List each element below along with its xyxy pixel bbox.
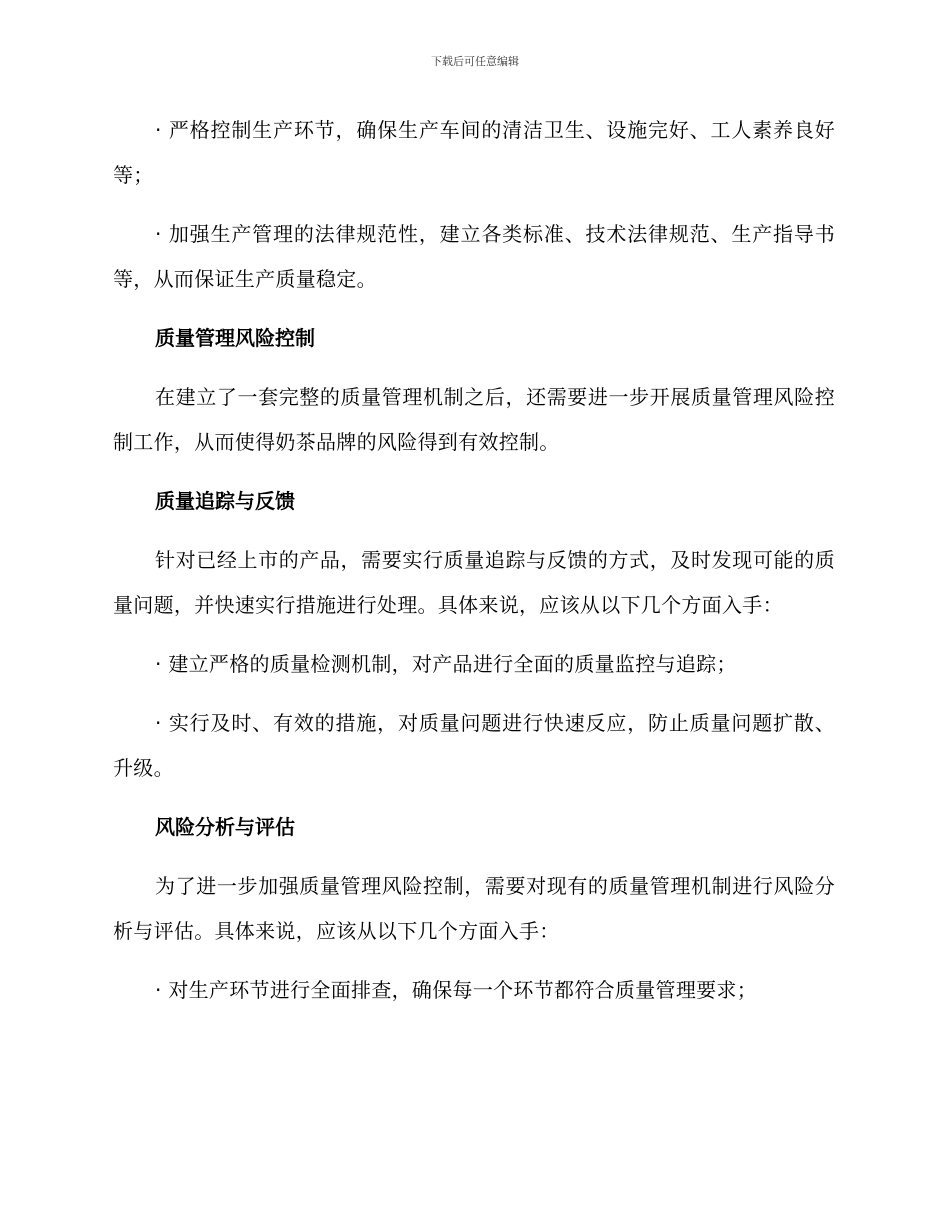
bullet-paragraph: · 建立严格的质量检测机制，对产品进行全面的质量监控与追踪； [155, 652, 737, 676]
page-header: 下载后可任意编辑 [431, 55, 519, 68]
body-paragraph: 在建立了一套完整的质量管理机制之后，还需要进一步开展质量管理风险控制工作，从而使得奶茶品牌的风险得到有效控制。 [113, 385, 835, 454]
section-heading: 风险分析与评估 [155, 815, 295, 839]
body-paragraph: 为了进一步加强质量管理风险控制，需要对现有的质量管理机制进行风险分析与评估。具体来说，应该从以下几个方面入手： [113, 874, 835, 943]
bullet-paragraph: · 实行及时、有效的措施，对质量问题进行快速反应，防止质量问题扩散、升级。 [113, 711, 835, 780]
document-body [113, 108, 835, 1013]
bullet-paragraph: · 加强生产管理的法律规范性，建立各类标准、技术法律规范、生产指导书等，从而保证生产质量稳定。 [113, 222, 835, 291]
bullet-paragraph: · 对生产环节进行全面排查，确保每一个环节都符合质量管理要求； [155, 978, 758, 1002]
bullet-paragraph: · 严格控制生产环节，确保生产车间的清洁卫生、设施完好、工人素养良好等； [113, 118, 835, 187]
section-heading: 质量追踪与反馈 [155, 489, 295, 513]
body-paragraph: 针对已经上市的产品，需要实行质量追踪与反馈的方式，及时发现可能的质量问题，并快速实行措施进行处理。具体来说，应该从以下几个方面入手： [113, 548, 835, 617]
section-heading: 质量管理风险控制 [155, 326, 315, 350]
